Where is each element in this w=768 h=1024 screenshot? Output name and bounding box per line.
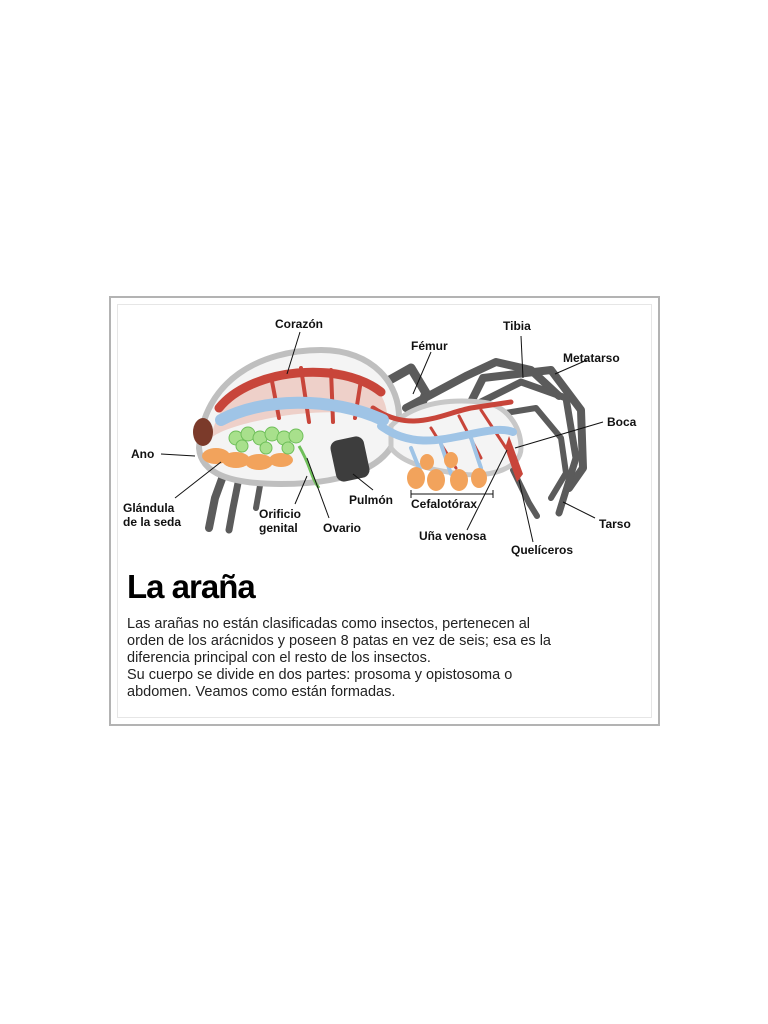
page-title: La araña bbox=[127, 568, 255, 605]
label-tarso: Tarso bbox=[599, 517, 631, 531]
paragraph-line: orden de los arácnidos y poseen 8 patas en vez de seis; esa es la bbox=[127, 633, 551, 649]
label-ovario: Ovario bbox=[323, 521, 362, 535]
label-queliceros: Quelíceros bbox=[511, 543, 574, 557]
paragraph-line: Su cuerpo se divide en dos partes: prosoma y opistosoma o bbox=[127, 667, 513, 683]
label-orificio-line1: Orificio bbox=[259, 507, 302, 521]
description-paragraph bbox=[127, 616, 642, 701]
paragraph-line: Las arañas no están clasificadas como insectos, pertenecen al bbox=[127, 616, 531, 632]
spider-anatomy-diagram bbox=[111, 298, 662, 568]
label-glandula-line2: de la seda bbox=[123, 515, 182, 529]
anus bbox=[193, 418, 213, 446]
label-tibia: Tibia bbox=[503, 319, 531, 333]
label-boca: Boca bbox=[607, 415, 637, 429]
label-corazon: Corazón bbox=[275, 317, 323, 331]
label-pulmon: Pulmón bbox=[349, 493, 393, 507]
label-metatarso: Metatarso bbox=[563, 351, 620, 365]
label-cefalotorax: Cefalotórax bbox=[411, 497, 478, 511]
label-femur: Fémur bbox=[411, 339, 448, 353]
label-glandula-line1: Glándula bbox=[123, 501, 175, 515]
label-una-venosa: Uña venosa bbox=[419, 529, 487, 543]
label-ano: Ano bbox=[131, 447, 155, 461]
artery-3 bbox=[331, 370, 333, 422]
paragraph-line: abdomen. Veamos como están formadas. bbox=[127, 684, 396, 700]
leg-7 bbox=[229, 478, 239, 530]
diagram-card bbox=[109, 296, 660, 726]
paragraph-line: diferencia principal con el resto de los insectos. bbox=[127, 650, 431, 666]
label-orificio-line2: genital bbox=[259, 521, 298, 535]
leg-6 bbox=[209, 476, 223, 528]
